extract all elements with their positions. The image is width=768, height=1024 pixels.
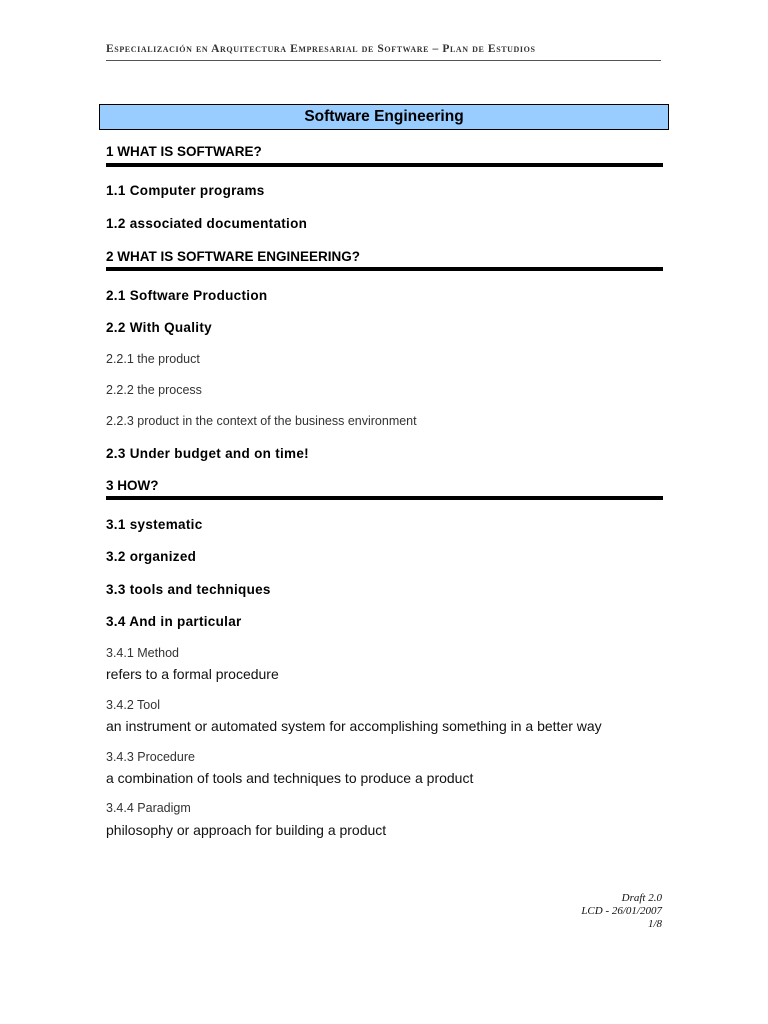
item-description: an instrument or automated system for accomplishing something in a better way [106,718,602,734]
footer-page-number: 1/8 [647,918,662,930]
item-description: refers to a formal procedure [106,666,279,682]
subsection-heading: 2.2 With Quality [106,320,212,335]
page-footer [581,892,662,931]
section-divider [106,163,663,167]
section-divider [106,267,663,271]
document-title: Software Engineering [99,104,669,130]
subsection-heading: 3.4 And in particular [106,614,242,629]
item-heading: 2.2.2 the process [106,383,202,397]
subsection-heading: 1.2 associated documentation [106,216,308,231]
section-heading: 3 HOW? [106,478,159,493]
subsection-heading: 3.1 systematic [106,517,203,532]
item-heading: 2.2.1 the product [106,352,200,366]
subsection-heading: 2.1 Software Production [106,288,268,303]
running-header: Especialización en Arquitectura Empresarial de Software – Plan de Estudios [106,43,536,55]
header-divider [106,60,661,61]
subsection-heading: 1.1 Computer programs [106,183,265,198]
subsection-heading: 2.3 Under budget and on time! [106,446,309,461]
footer-author-date: LCD - 26/01/2007 [581,905,662,917]
section-divider [106,496,663,500]
item-heading: 3.4.2 Tool [106,698,160,712]
footer-version: Draft 2.0 [621,892,662,904]
item-description: philosophy or approach for building a product [106,822,387,838]
item-description: a combination of tools and techniques to produce a product [106,770,474,786]
item-heading: 3.4.1 Method [106,646,179,660]
subsection-heading: 3.3 tools and techniques [106,582,271,597]
item-heading: 3.4.3 Procedure [106,750,195,764]
item-heading: 3.4.4 Paradigm [106,801,191,815]
section-heading: 2 WHAT IS SOFTWARE ENGINEERING? [106,249,361,264]
section-heading: 1 WHAT IS SOFTWARE? [106,144,262,159]
subsection-heading: 3.2 organized [106,549,197,564]
item-heading: 2.2.3 product in the context of the business environment [106,414,417,428]
